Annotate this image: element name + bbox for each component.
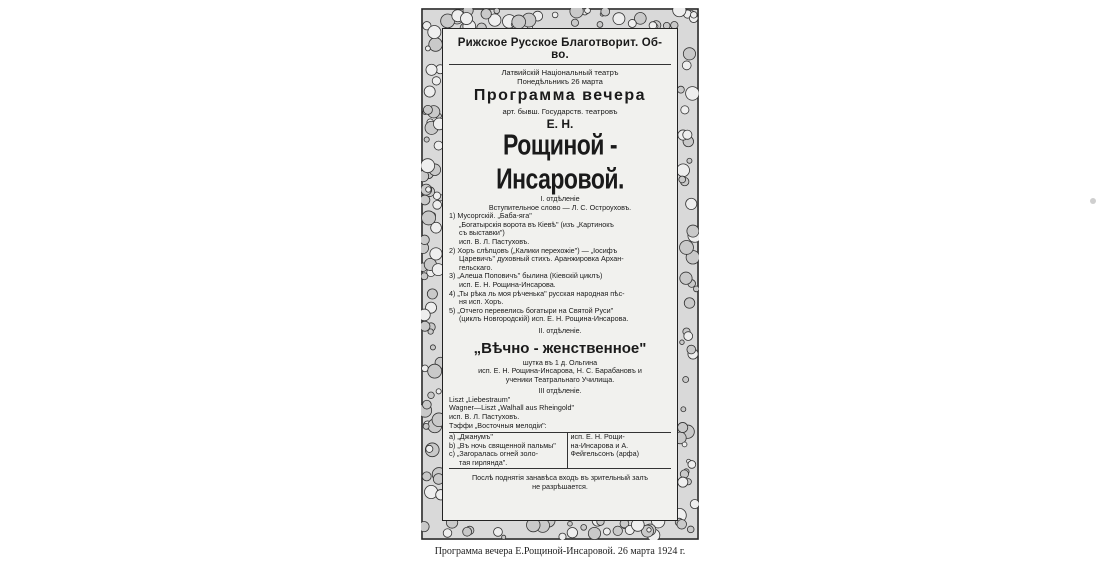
program-line: на-Инсарова и А. bbox=[570, 441, 629, 450]
program-line: исп. Е. Н. Рощина-Инсарова, Н. С. Барабановъ и bbox=[478, 367, 642, 376]
border-ornament bbox=[424, 86, 435, 97]
border-ornament bbox=[428, 26, 441, 39]
border-ornament bbox=[679, 176, 686, 183]
program-line: Тэффи „Восточныя мелодіи": bbox=[449, 421, 547, 430]
footer-notice bbox=[449, 473, 671, 491]
part2-header: II. отдѣленіе. bbox=[538, 325, 582, 335]
program-line: тая гирлянда". bbox=[459, 459, 508, 468]
border-ornament bbox=[683, 48, 695, 60]
border-ornament bbox=[512, 15, 526, 29]
border-ornament bbox=[687, 158, 692, 163]
poster-panel bbox=[442, 28, 678, 521]
border-ornament bbox=[422, 472, 431, 481]
border-ornament bbox=[428, 392, 435, 399]
border-ornament bbox=[430, 345, 435, 350]
border-ornament bbox=[421, 235, 429, 244]
program-line: 5) „Отчего перевелись богатыри на Святой Руси" bbox=[449, 306, 614, 315]
part1-list bbox=[449, 212, 671, 324]
border-ornament bbox=[426, 187, 431, 192]
border-ornament bbox=[581, 524, 587, 530]
play-title: „Вѣчно - женственное" bbox=[473, 339, 647, 357]
border-ornament bbox=[683, 130, 692, 139]
border-ornament bbox=[681, 106, 689, 114]
subtitle: арт. бывш. Государств. театровъ bbox=[502, 107, 618, 116]
part1-header: I. отдѣленіе bbox=[540, 194, 580, 203]
border-ornament bbox=[502, 535, 506, 539]
border-ornament bbox=[628, 19, 636, 27]
border-ornament bbox=[494, 528, 503, 537]
border-ornament bbox=[680, 240, 694, 254]
border-ornament bbox=[436, 389, 441, 394]
border-ornament bbox=[463, 527, 472, 536]
program-line: гельскаго. bbox=[459, 263, 493, 272]
part2-list bbox=[449, 359, 671, 385]
border-ornament bbox=[481, 9, 491, 19]
scan-speck bbox=[1090, 198, 1096, 204]
program-title: Программа вечера bbox=[473, 87, 647, 104]
program-line: b) „Въ ночь священной пальмы" bbox=[449, 441, 556, 450]
program-line: a) „Джанумъ" bbox=[449, 433, 493, 442]
border-ornament bbox=[690, 500, 699, 509]
border-ornament bbox=[460, 13, 472, 25]
border-ornament bbox=[613, 526, 622, 535]
figure-caption: Программа вечера Е.Рощиной-Инсаровой. 26 марта 1924 г. bbox=[434, 546, 686, 557]
border-ornament bbox=[425, 46, 430, 51]
border-ornament bbox=[424, 137, 429, 142]
border-ornament bbox=[422, 400, 431, 409]
event-date: Понедѣльникъ 26 марта bbox=[517, 77, 603, 86]
border-ornament bbox=[570, 8, 583, 18]
program-line: шутка въ 1 д. Ольгина bbox=[522, 358, 598, 367]
program-line: исп. В. Л. Пастуховъ. bbox=[459, 237, 530, 246]
border-ornament bbox=[678, 422, 688, 432]
border-ornament bbox=[585, 8, 591, 13]
border-ornament bbox=[678, 477, 688, 487]
border-ornament bbox=[494, 8, 500, 14]
part3-split bbox=[449, 432, 671, 468]
part1-intro: Вступительное слово — Л. С. Остроуховъ. bbox=[488, 202, 632, 212]
program-line: c) „Загоралась огней золо- bbox=[449, 450, 539, 459]
program-line: Фейгельсонъ (арфа) bbox=[570, 450, 639, 459]
part3-header: III отдѣленіе. bbox=[538, 386, 582, 396]
border-ornament bbox=[432, 77, 440, 85]
border-ornament bbox=[687, 345, 696, 354]
border-ornament bbox=[680, 272, 692, 284]
border-ornament bbox=[429, 38, 443, 52]
border-ornament bbox=[677, 86, 684, 93]
performer-name: Рощиной - Инсаровой. bbox=[496, 128, 624, 195]
border-ornament bbox=[588, 527, 600, 539]
border-ornament bbox=[428, 364, 442, 378]
program-line: 2) Хоръ слѣпцовъ („Калики перехожіе") — „Іосифъ bbox=[449, 246, 618, 255]
program-line: „Богатырскія ворота въ Кіевѣ" (изъ „Картинокъ bbox=[459, 220, 614, 229]
border-ornament bbox=[683, 377, 689, 383]
program-line: ученики Театральнаго Училища. bbox=[505, 375, 615, 384]
border-ornament bbox=[421, 159, 435, 173]
border-ornament bbox=[682, 61, 691, 70]
border-ornament bbox=[567, 528, 577, 538]
program-line: Wagner—Liszt „Walhall aus Rheingold" bbox=[449, 404, 575, 413]
border-ornament bbox=[422, 211, 436, 225]
border-ornament bbox=[421, 521, 429, 531]
border-ornament bbox=[647, 528, 651, 532]
program-line: ня исп. Хоръ. bbox=[459, 298, 504, 307]
border-ornament bbox=[677, 164, 690, 177]
part3-list bbox=[449, 396, 671, 430]
initials: Е. Н. bbox=[546, 117, 574, 131]
border-ornament bbox=[426, 64, 437, 75]
border-ornament bbox=[690, 12, 697, 19]
border-ornament bbox=[686, 87, 699, 101]
border-ornament bbox=[680, 340, 685, 345]
program-line: исп. В. Л. Пастуховъ. bbox=[449, 413, 520, 422]
border-ornament bbox=[682, 442, 687, 447]
program-line: 4) „Ты рѣка ль моя рѣченька" русская народная пѣс- bbox=[449, 289, 625, 298]
program-line: Послѣ поднятія занавѣса входъ въ зрительный залъ bbox=[471, 472, 649, 482]
border-ornament bbox=[571, 19, 578, 26]
program-line: не разрѣшается. bbox=[532, 481, 588, 491]
border-ornament bbox=[426, 445, 433, 452]
program-line: (циклъ Новгородскій) исп. Е. Н. Рощина-Инсарова. bbox=[459, 315, 629, 324]
border-ornament bbox=[421, 273, 428, 280]
program-line: исп. Е. Н. Рощина-Инсарова. bbox=[459, 280, 556, 289]
border-ornament bbox=[688, 461, 696, 469]
border-ornament bbox=[427, 289, 437, 299]
border-ornament bbox=[677, 520, 687, 530]
border-ornament bbox=[421, 309, 430, 321]
program-line: 3) „Алеша Поповичъ" былина (Кіевскій циклъ) bbox=[449, 272, 603, 281]
border-ornament bbox=[684, 298, 695, 309]
program-line: Liszt „Liebestraum" bbox=[449, 395, 511, 404]
program-poster bbox=[421, 8, 699, 540]
program-line: съ выставки") bbox=[459, 229, 505, 238]
border-ornament bbox=[422, 365, 429, 372]
border-ornament bbox=[430, 248, 442, 260]
border-ornament bbox=[693, 286, 699, 292]
border-ornament bbox=[681, 407, 686, 412]
program-line: 1) Мусоргскій. „Баба-яга" bbox=[449, 212, 532, 221]
border-ornament bbox=[421, 321, 430, 331]
border-ornament bbox=[687, 526, 694, 533]
part3-songs bbox=[449, 433, 568, 467]
part3-performers bbox=[568, 433, 671, 467]
venue: Латвийскій Національный театръ bbox=[501, 68, 619, 77]
border-ornament bbox=[603, 528, 610, 535]
border-ornament bbox=[597, 22, 603, 28]
border-ornament bbox=[686, 198, 697, 209]
border-ornament bbox=[423, 105, 432, 114]
program-line: исп. Е. Н. Рощи- bbox=[570, 433, 625, 442]
border-ornament bbox=[559, 533, 566, 540]
border-ornament bbox=[601, 8, 610, 16]
border-ornament bbox=[443, 529, 452, 538]
border-ornament bbox=[433, 201, 442, 210]
border-ornament bbox=[423, 423, 429, 429]
border-ornament bbox=[568, 521, 573, 526]
program-line: Царевичъ" духовный стихъ. Аранжировка Архан- bbox=[459, 255, 624, 264]
society-name: Рижское Русское Благотворит. Об-во. bbox=[457, 37, 663, 61]
border-ornament bbox=[552, 12, 558, 18]
border-ornament bbox=[613, 13, 625, 25]
border-ornament bbox=[684, 332, 693, 341]
divider bbox=[449, 64, 671, 65]
border-ornament bbox=[687, 225, 699, 237]
